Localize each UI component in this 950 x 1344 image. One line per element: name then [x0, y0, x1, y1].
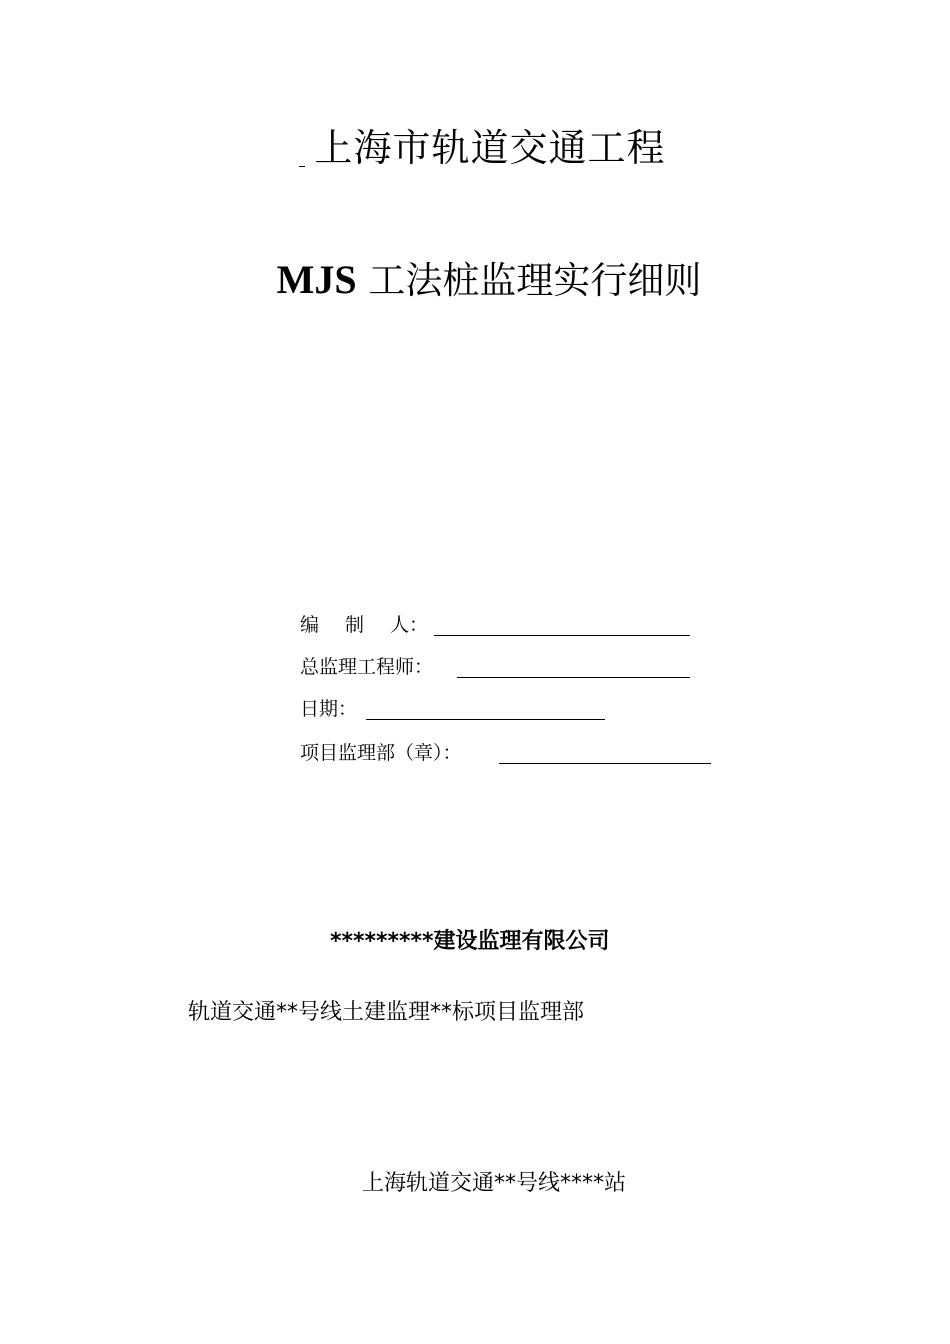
- project-dept-row: [300, 740, 462, 766]
- company-name: *********建设监理有限公司: [330, 929, 610, 954]
- date-label: 日期：: [300, 698, 358, 720]
- date-signature-line: [366, 719, 605, 720]
- project-dept-signature-line: [499, 763, 711, 764]
- compiler-signature-line: [434, 635, 690, 636]
- date-row: [300, 696, 357, 722]
- compiler-label-char2: 制: [345, 614, 365, 636]
- project-dept-label: 项目监理部（章）：: [300, 742, 462, 764]
- chief-engineer-signature-line: [457, 677, 690, 678]
- chief-engineer-row: [300, 654, 433, 680]
- title-chinese-suffix: 工法桩监理实行细则: [356, 259, 702, 302]
- compiler-label-char3: 人：: [390, 614, 429, 636]
- document-title-line1: 上海市轨道交通工程: [314, 126, 666, 170]
- station-name: 上海轨道交通**号线****站: [362, 1171, 627, 1196]
- compiler-label-char1: 编: [300, 614, 320, 636]
- title-latin-prefix: MJS: [276, 257, 357, 302]
- chief-engineer-label: 总监理工程师：: [300, 656, 434, 678]
- document-title-line2: [0, 256, 950, 305]
- department-name: 轨道交通**号线土建监理**标项目监理部: [188, 1000, 585, 1025]
- compiler-row: [300, 612, 428, 638]
